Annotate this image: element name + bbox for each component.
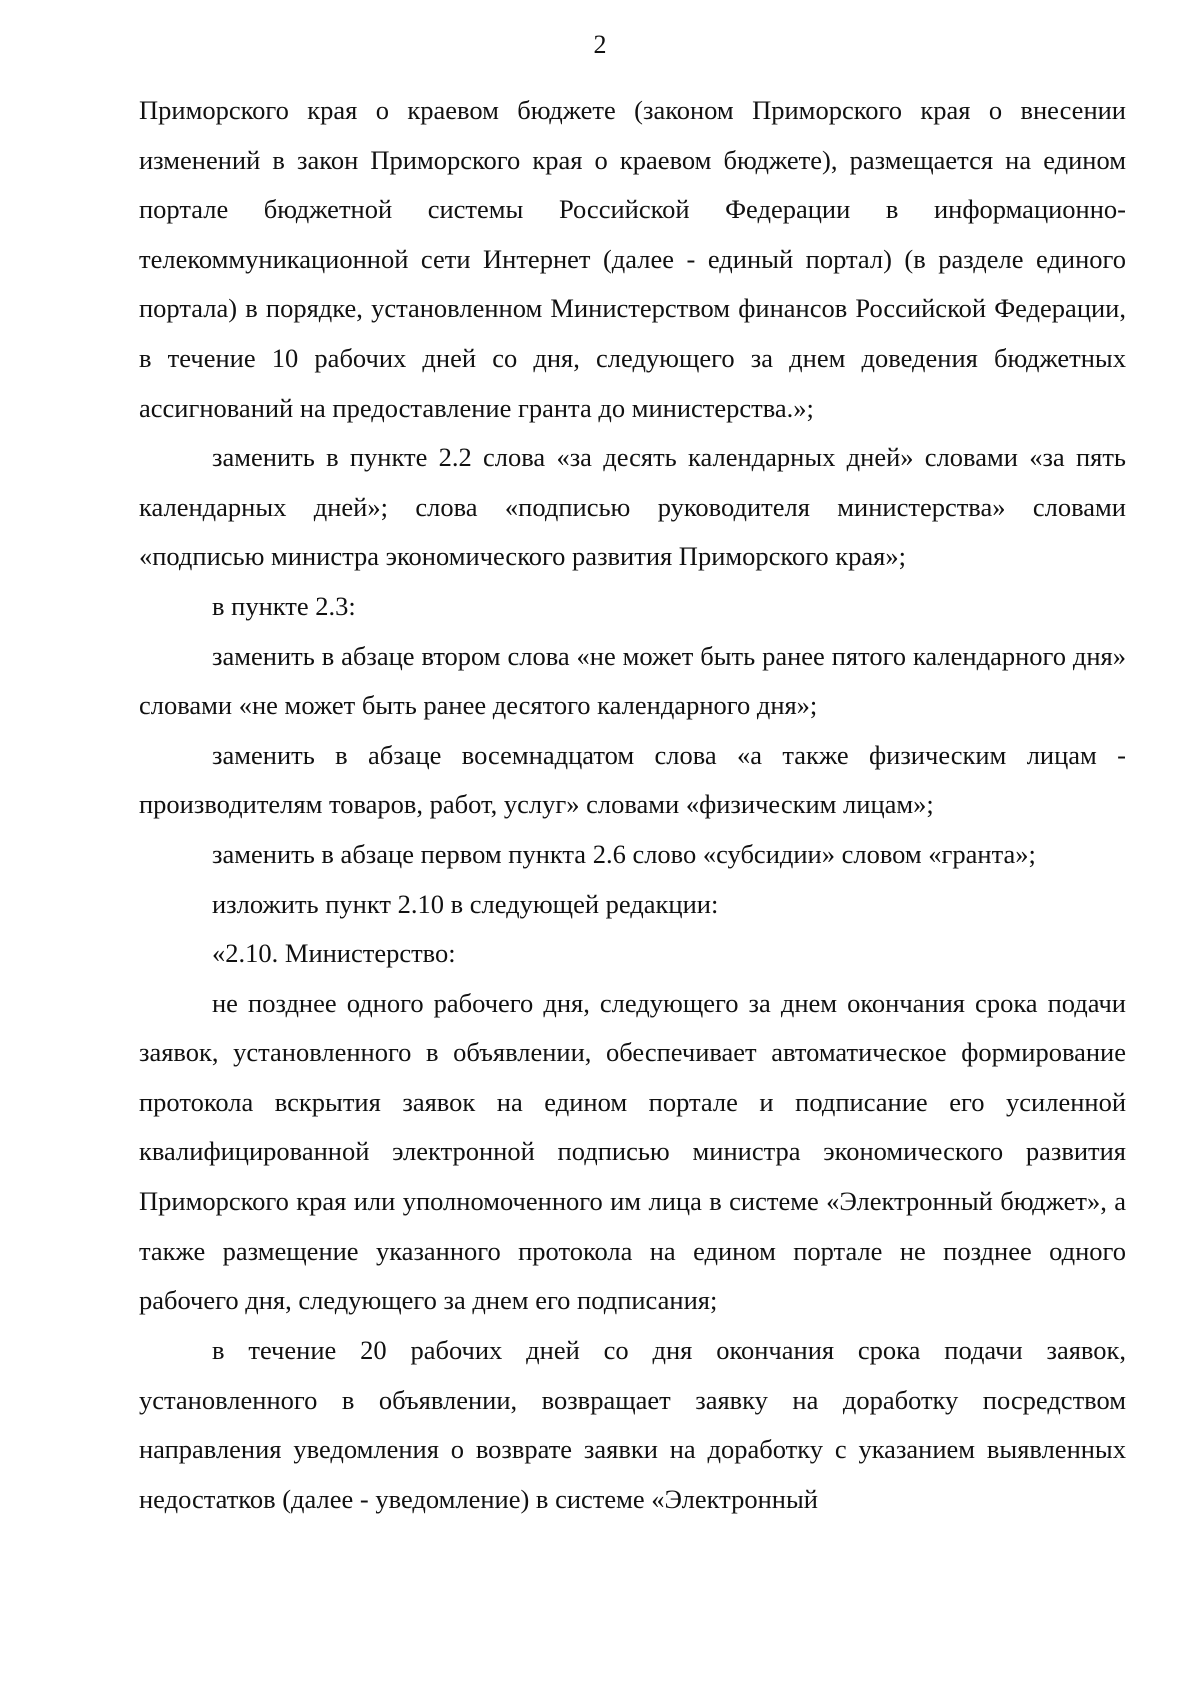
- paragraph-item-2-6: заменить в абзаце первом пункта 2.6 слово «субсидии» словом «гранта»;: [212, 838, 1036, 869]
- page-number: 2: [593, 30, 607, 59]
- paragraph-continuation: Приморского края о краевом бюджете (законом Приморского края о внесении изменений в закон Приморского края о краевом бюджете), размещается на едином портале бюджетной системы Российской Федерации в информационно-телекоммуникационной сети Интернет (далее - единый портал) (в разделе единого портала) в порядке, установленном Министерством финансов Российской Федерации, в течение 10 рабочих дней со дня, следующего за днем доведения бюджетных ассигнований на предоставление гранта до министерства.»;: [139, 95, 1126, 423]
- paragraph-item-2-10-intro: изложить пункт 2.10 в следующей редакции:: [212, 888, 719, 919]
- document-body: [139, 86, 1126, 1525]
- paragraph-protocol: не позднее одного рабочего дня, следующего за днем окончания срока подачи заявок, установленного в объявлении, обеспечивает автоматическое формирование протокола вскрытия заявок на едином портале и подписание его усиленной квалифицированной электронной подписью министра экономического развития Приморского края или уполномоченного им лица в системе «Электронный бюджет», а также размещение указанного протокола на едином портале не позднее одного рабочего дня, следующего за днем его подписания;: [139, 987, 1126, 1316]
- paragraph-item-2-3-second: заменить в абзаце втором слова «не может быть ранее пятого календарного дня» словами «не может быть ранее десятого календарного дня»;: [139, 640, 1126, 721]
- paragraph-return-application: в течение 20 рабочих дней со дня окончания срока подачи заявок, установленного в объявлении, возвращает заявку на доработку посредством направления уведомления о возврате заявки на доработку с указанием выявленных недостатков (далее - уведомление) в системе «Электронный: [139, 1334, 1126, 1515]
- paragraph-item-2-3-heading: в пункте 2.3:: [212, 590, 356, 621]
- paragraph-item-2-3-eighteenth: заменить в абзаце восемнадцатом слова «а также физическим лицам - производителям товаров, работ, услуг» словами «физическим лицам»;: [139, 739, 1126, 820]
- paragraph-item-2-10-title: «2.10. Министерство:: [212, 938, 456, 969]
- paragraph-item-2-2: заменить в пункте 2.2 слова «за десять календарных дней» словами «за пять календарных дней»; слова «подписью руководителя министерства» словами «подписью министра экономического развития Приморского края»;: [139, 442, 1126, 572]
